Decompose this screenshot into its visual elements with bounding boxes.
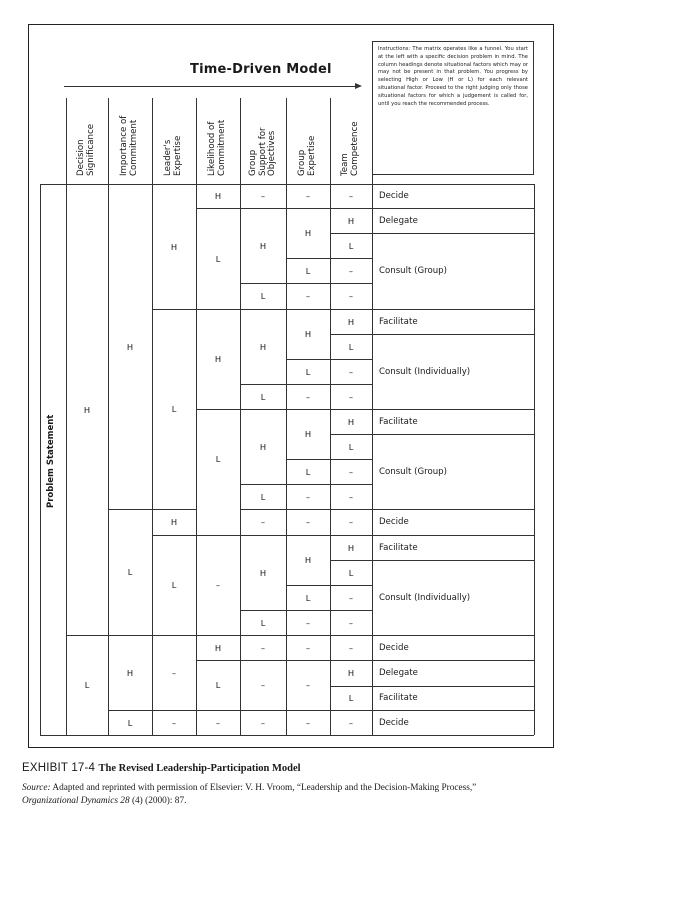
row-divider (286, 409, 330, 410)
row-divider (286, 585, 330, 586)
column-header-line: Commitment (216, 119, 227, 176)
matrix-cell: – (215, 580, 221, 590)
recommended-process: Consult (Individually) (379, 366, 471, 377)
recommended-process: Facilitate (379, 316, 418, 327)
source-text: Adapted and reprinted with permission of Elsevier: V. H. Vroom, “Leadership and the Decision-Making Process,” (52, 783, 477, 793)
row-divider (286, 359, 330, 360)
matrix-cell: – (260, 680, 266, 690)
matrix-cell: L (260, 391, 266, 402)
row-divider (372, 535, 534, 536)
matrix-cell: H (126, 667, 134, 678)
matrix-cell: – (215, 717, 221, 728)
row-divider (330, 334, 372, 335)
row-divider (152, 509, 196, 510)
row-divider (196, 660, 240, 661)
row-divider (330, 535, 372, 536)
matrix-cell: – (305, 642, 311, 653)
matrix-cell: H (304, 329, 312, 339)
row-divider (286, 283, 330, 284)
matrix-cell: L (305, 265, 311, 276)
matrix-cell: L (305, 592, 311, 603)
matrix-cell: H (214, 642, 222, 653)
row-divider (330, 560, 372, 561)
column-divider (196, 98, 197, 735)
matrix-cell: L (215, 680, 221, 690)
progress-arrow (64, 86, 360, 87)
row-divider (286, 535, 330, 536)
row-divider (240, 409, 286, 410)
row-divider (330, 309, 372, 310)
matrix-cell: L (171, 580, 177, 590)
recommended-process: Decide (379, 717, 409, 728)
row-divider (66, 635, 108, 636)
matrix-cell: – (348, 291, 354, 301)
row-divider (286, 635, 330, 636)
matrix-cell: – (260, 717, 266, 728)
row-divider (372, 509, 534, 510)
column-divider (534, 184, 535, 735)
row-divider (330, 434, 372, 435)
matrix-cell: – (171, 667, 177, 678)
row-divider (372, 686, 534, 687)
recommended-process: Delegate (379, 668, 418, 678)
row-divider (330, 258, 372, 259)
recommended-process: Decide (379, 517, 409, 527)
matrix-cell: H (214, 354, 222, 364)
exhibit-number: EXHIBIT 17-4 (22, 762, 96, 774)
row-divider (330, 509, 372, 510)
row-divider (330, 686, 372, 687)
column-divider (330, 98, 331, 735)
matrix-cell: – (348, 491, 354, 502)
row-divider (196, 535, 240, 536)
matrix-cell: – (348, 191, 354, 201)
row-divider (372, 560, 534, 561)
matrix-cell: H (304, 228, 312, 238)
column-divider (108, 98, 109, 735)
row-divider (286, 208, 330, 209)
matrix-cell: H (347, 542, 355, 553)
row-divider (240, 610, 286, 611)
row-divider (372, 660, 534, 661)
row-divider (372, 635, 534, 636)
row-divider (330, 283, 372, 284)
column-header (164, 136, 183, 176)
matrix-cell: – (260, 191, 266, 201)
source-label: Source: (22, 783, 51, 793)
matrix-cell: – (305, 291, 311, 301)
row-divider (372, 208, 534, 209)
column-header-line: Importance of (119, 115, 130, 176)
row-divider (240, 535, 286, 536)
column-header-line: Group (297, 149, 308, 176)
row-divider (286, 484, 330, 485)
row-divider (372, 710, 534, 711)
matrix-cell: H (214, 191, 222, 201)
row-divider (240, 384, 286, 385)
recommended-process: Delegate (379, 215, 418, 226)
matrix-cell: – (305, 617, 311, 628)
row-divider (196, 409, 240, 410)
row-divider (286, 710, 330, 711)
column-header-line: Expertise (306, 135, 317, 176)
source-note (22, 782, 502, 807)
row-divider (286, 258, 330, 259)
matrix-cell: L (215, 253, 221, 264)
matrix-cell: H (170, 241, 178, 252)
matrix-cell: H (347, 316, 355, 327)
matrix-cell: L (348, 567, 354, 578)
chart-title: Time-Driven Model (190, 62, 332, 77)
row-divider (330, 585, 372, 586)
matrix-cell: L (348, 240, 354, 251)
row-divider (196, 710, 240, 711)
matrix-cell: – (260, 642, 266, 653)
row-divider (330, 660, 372, 661)
recommended-process: Consult (Group) (379, 266, 447, 276)
matrix-cell: – (305, 517, 311, 527)
recommended-process: Decide (379, 191, 409, 201)
matrix-cell: H (304, 429, 312, 439)
matrix-cell: – (348, 617, 354, 628)
matrix-cell: – (348, 642, 354, 653)
matrix-cell: – (348, 592, 354, 603)
matrix-cell: – (348, 391, 354, 402)
column-header-line: Support for (257, 127, 268, 176)
column-header-line: Expertise (172, 135, 183, 176)
matrix-cell: L (305, 366, 311, 377)
recommended-process: Consult (Individually) (379, 592, 471, 603)
matrix-cell: H (259, 341, 267, 352)
row-divider (330, 208, 372, 209)
column-header-line: Decision (76, 139, 87, 176)
row-divider (240, 509, 286, 510)
recommended-process: Consult (Group) (379, 466, 447, 477)
matrix-cell: L (215, 454, 221, 464)
matrix-cell: H (304, 555, 312, 565)
instructions-box: Instructions: The matrix operates like a funnel. You start at the left with a specific decision problem in mind. The column headings denote situational factors which may or may not be present in that problem. You progress by selecting High or Low (H or L) for each relevant situational factor. Proceed to the right judging only those situational factors for which a judgement is called for, until you reach the recommended process. (372, 41, 534, 175)
matrix-cell: L (348, 693, 354, 703)
matrix-cell: H (259, 240, 267, 251)
column-header (249, 127, 278, 176)
matrix-cell: L (260, 291, 266, 301)
column-divider (372, 98, 373, 735)
matrix-cell: – (305, 391, 311, 402)
matrix-cell: H (347, 215, 355, 226)
row-divider (240, 309, 286, 310)
matrix-cell: – (305, 717, 311, 728)
problem-statement-label: Problem Statement (46, 414, 56, 508)
row-divider (108, 635, 152, 636)
row-divider (330, 484, 372, 485)
column-header-line: Competence (349, 121, 360, 176)
recommended-process: Decide (379, 642, 409, 653)
row-divider (152, 535, 196, 536)
source-end: (4) (2000): 87. (131, 795, 187, 806)
row-divider (330, 459, 372, 460)
row-divider (330, 233, 372, 234)
row-divider (152, 309, 196, 310)
row-divider (330, 710, 372, 711)
column-divider (66, 98, 67, 735)
matrix-cell: H (259, 441, 267, 452)
column-header (77, 124, 96, 176)
row-divider (330, 635, 372, 636)
row-divider (196, 635, 240, 636)
row-divider (240, 710, 286, 711)
matrix-cell: L (171, 404, 177, 414)
row-divider (286, 459, 330, 460)
row-divider (108, 710, 152, 711)
matrix-cell: H (170, 517, 178, 527)
column-header (208, 120, 227, 176)
column-header-line: Team (340, 153, 351, 176)
matrix-cell: – (348, 517, 354, 527)
matrix-cell: – (305, 491, 311, 502)
row-divider (196, 208, 240, 209)
row-divider (372, 434, 534, 435)
row-divider (152, 710, 196, 711)
matrix-cell: L (260, 491, 266, 502)
row-divider (286, 509, 330, 510)
row-divider (286, 660, 330, 661)
matrix-cell: H (259, 567, 267, 578)
row-divider (330, 384, 372, 385)
matrix-cell: – (260, 517, 266, 527)
matrix-cell: – (348, 717, 354, 728)
row-divider (286, 384, 330, 385)
matrix-cell: – (348, 265, 354, 276)
row-divider (240, 283, 286, 284)
column-divider (286, 98, 287, 735)
column-header (341, 122, 360, 177)
column-divider (152, 98, 153, 735)
matrix-cell: L (305, 466, 311, 477)
row-divider (240, 484, 286, 485)
row-divider (108, 509, 152, 510)
column-header-line: Group (247, 149, 258, 176)
matrix-cell: H (126, 341, 134, 352)
row-divider (152, 635, 196, 636)
matrix-cell: H (83, 404, 91, 415)
column-header-line: Significance (85, 124, 96, 176)
row-divider (196, 309, 240, 310)
exhibit-title: The Revised Leadership-Participation Model (98, 763, 301, 774)
matrix-cell: L (348, 341, 354, 352)
column-header (298, 136, 317, 176)
matrix-cell: – (348, 466, 354, 477)
column-header (120, 116, 139, 176)
matrix-cell: L (127, 567, 133, 577)
row-divider (372, 334, 534, 335)
column-divider (240, 98, 241, 735)
matrix-cell: H (347, 416, 355, 427)
table-bottom (40, 735, 534, 736)
row-divider (240, 660, 286, 661)
column-header-line: Commitment (128, 119, 139, 176)
row-divider (240, 208, 286, 209)
row-divider (330, 409, 372, 410)
matrix-cell: – (348, 366, 354, 377)
row-divider (372, 309, 534, 310)
column-divider (40, 184, 41, 735)
row-divider (330, 359, 372, 360)
matrix-cell: H (347, 668, 355, 678)
matrix-cell: L (84, 680, 90, 690)
row-divider (286, 309, 330, 310)
row-divider (372, 409, 534, 410)
recommended-process: Facilitate (379, 693, 418, 703)
recommended-process: Facilitate (379, 416, 418, 427)
matrix-cell: – (305, 191, 311, 201)
recommended-process: Facilitate (379, 542, 418, 553)
exhibit-caption (22, 762, 301, 774)
matrix-cell: L (260, 617, 266, 628)
source-journal: Organizational Dynamics 28 (22, 795, 130, 806)
matrix-cell: – (305, 680, 311, 690)
column-header-line: Likelihood of (207, 121, 218, 176)
row-divider (240, 635, 286, 636)
matrix-cell: – (171, 717, 177, 728)
column-header-line: Objectives (266, 130, 277, 176)
column-header-line: Leader's (163, 139, 174, 176)
row-divider (330, 610, 372, 611)
row-divider (372, 233, 534, 234)
row-divider (286, 610, 330, 611)
header-rule (40, 184, 534, 185)
matrix-cell: L (348, 441, 354, 452)
matrix-cell: L (127, 717, 133, 728)
